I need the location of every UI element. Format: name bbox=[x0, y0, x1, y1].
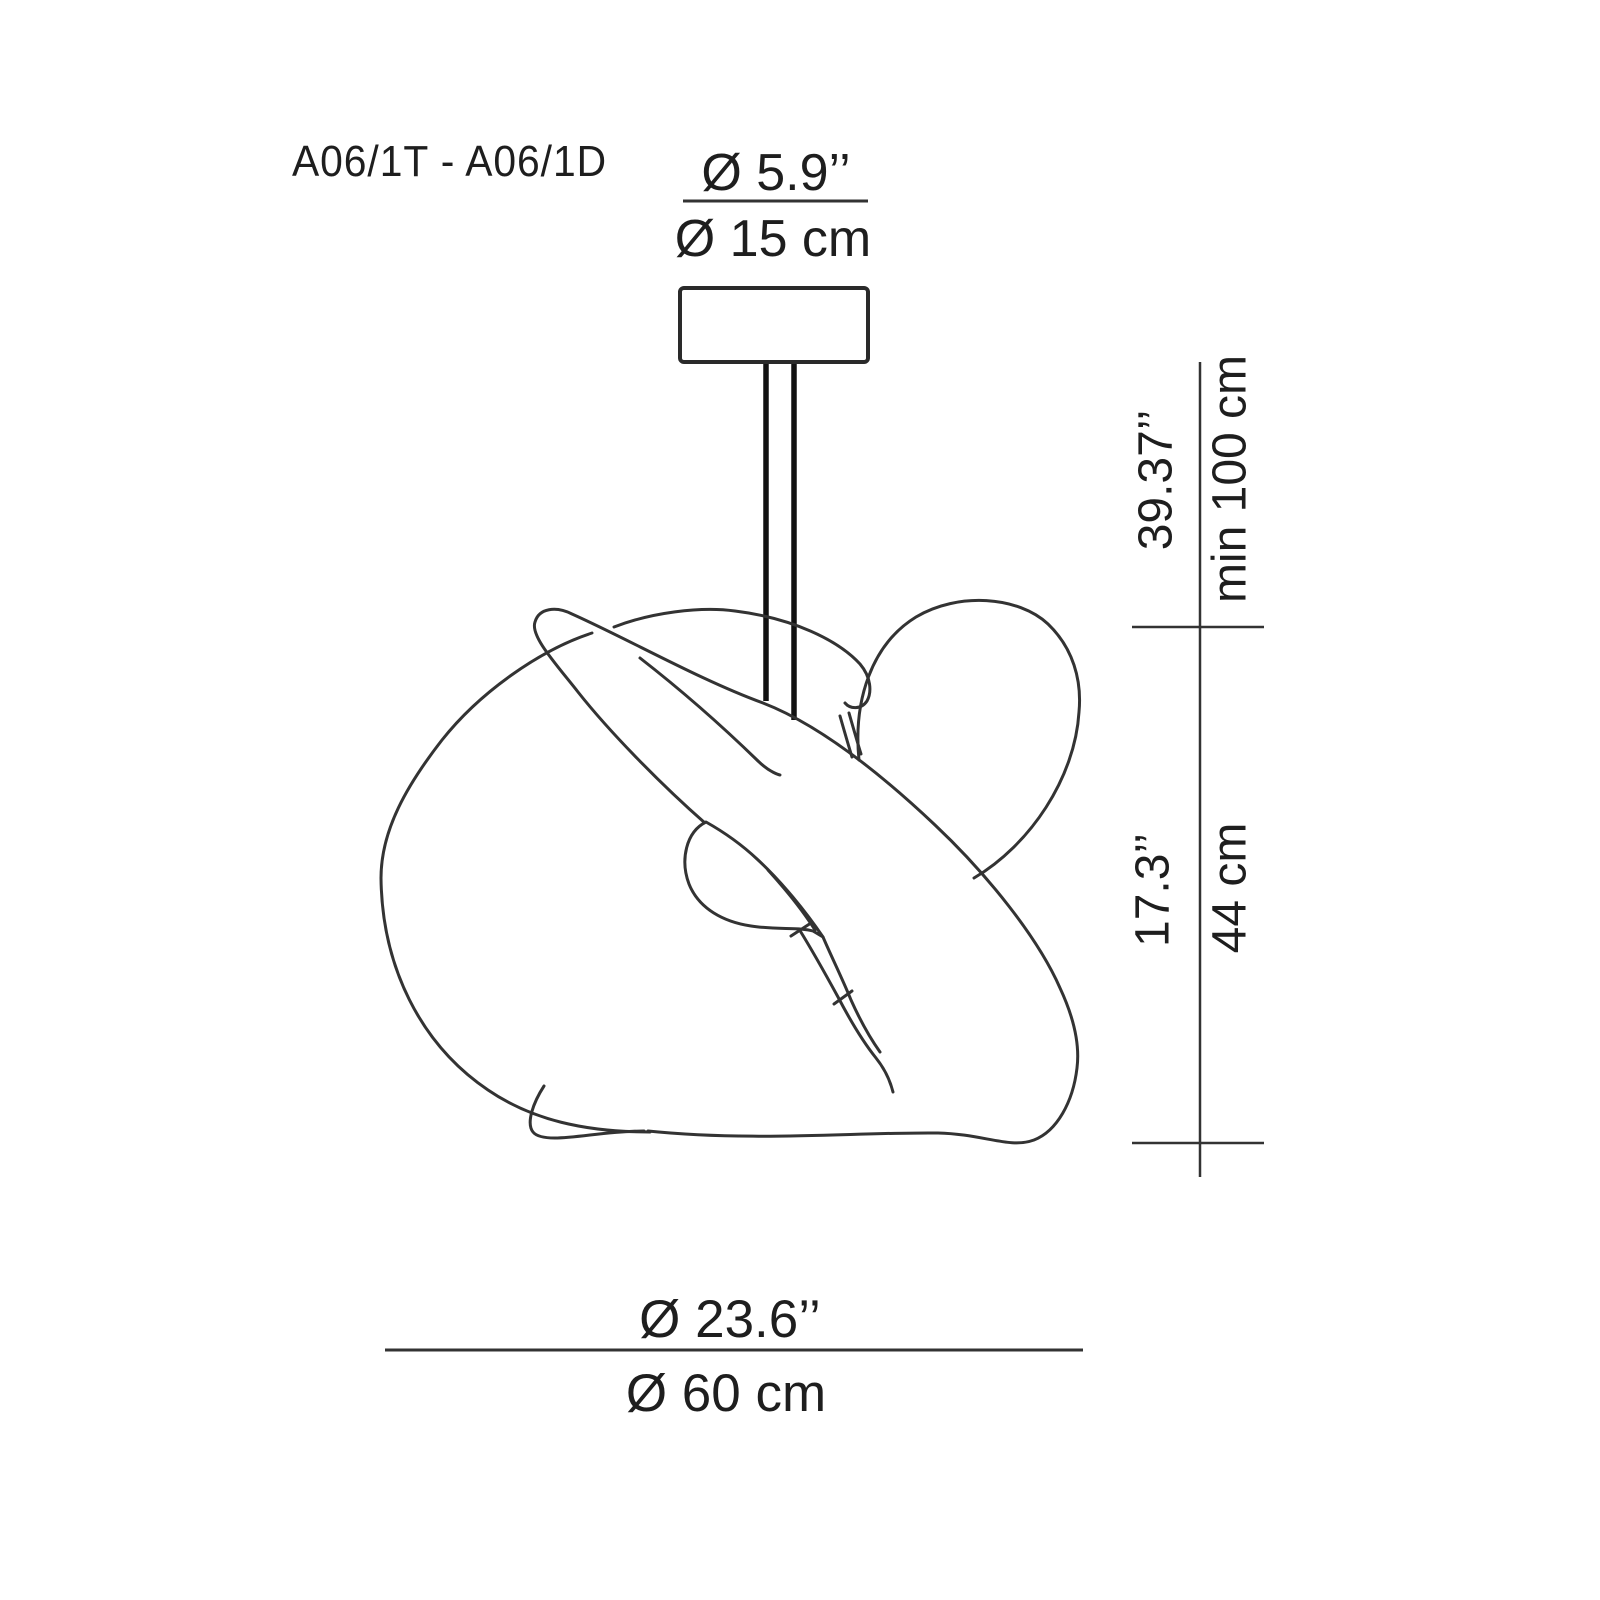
pendant-lamp-drawing bbox=[381, 600, 1080, 1142]
canopy-dimension bbox=[675, 144, 872, 268]
inner-diagonal-edge bbox=[640, 658, 780, 775]
ceiling-canopy bbox=[680, 288, 868, 362]
center-stem-left-edge bbox=[799, 929, 893, 1092]
canopy-diameter-cm-label: Ø 15 cm bbox=[674, 210, 872, 268]
bottom-fin-outline bbox=[530, 1086, 644, 1138]
suspension-length-cm-label: min 100 cm bbox=[1203, 354, 1257, 604]
fixture-height-cm-label: 44 cm bbox=[1203, 822, 1257, 954]
diameter-dimension bbox=[385, 1290, 1083, 1423]
model-code-label: A06/1T - A06/1D bbox=[292, 137, 607, 186]
height-dimension bbox=[1127, 355, 1264, 1177]
suspension-length-inches-label: 39.37’’ bbox=[1129, 409, 1183, 551]
big-disc-outline bbox=[381, 633, 650, 1132]
right-petal-outline bbox=[858, 600, 1080, 878]
fixture-height-inches-label: 17.3’’ bbox=[1126, 833, 1180, 947]
fixture-diameter-cm-label: Ø 60 cm bbox=[625, 1364, 827, 1423]
inner-lens-outline bbox=[685, 822, 823, 937]
top-petal-outline bbox=[614, 609, 870, 707]
diagonal-disc-outline bbox=[534, 609, 1077, 1143]
fixture-diameter-inches-label: Ø 23.6’’ bbox=[639, 1290, 821, 1349]
canopy-diameter-inches-label: Ø 5.9’’ bbox=[701, 144, 851, 202]
center-stem-right-edge bbox=[823, 937, 880, 1052]
